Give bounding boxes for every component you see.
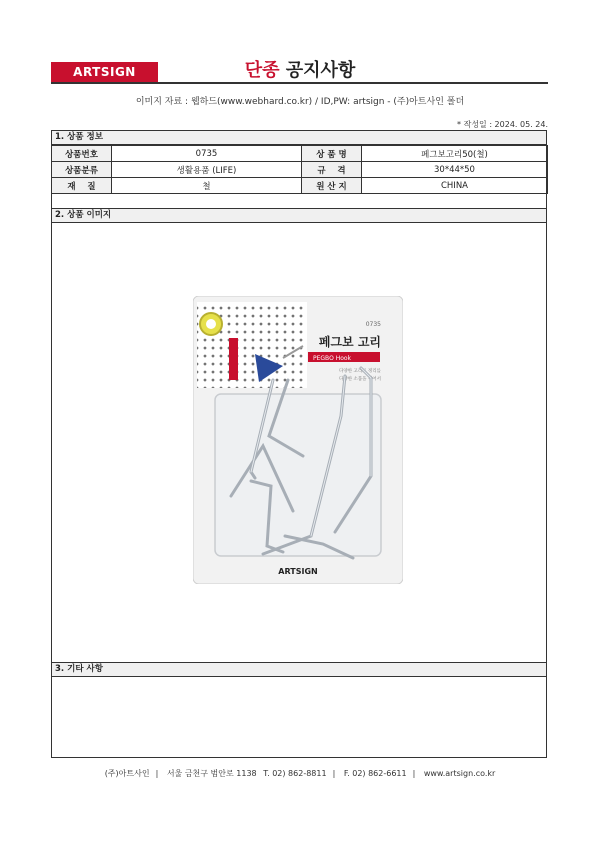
artsign-logo: ARTSIGN [51, 62, 158, 82]
header-rule [51, 82, 548, 84]
product-image [193, 296, 403, 584]
package-title: 페그보 고리 [318, 335, 381, 349]
etc-notes-area [51, 677, 547, 758]
package-subtitle: PEGBO Hook [313, 355, 352, 362]
table-row [52, 146, 548, 162]
footer: (주)아트사인 | 서울 금천구 범안로 1138 T. 02) 862-8811 | F. 02) 862-6611 | www.artsign.co.kr [104, 769, 496, 778]
package-desc-1: 다양한 고리로 정리를 [339, 369, 381, 374]
label-product-name: 상 품 명 [302, 146, 362, 162]
label-product-number: 상품번호 [52, 146, 112, 162]
package-code: 0735 [365, 321, 381, 328]
page-title [0, 56, 600, 82]
package-brand: ARTSIGN [278, 567, 318, 576]
image-source-note: 이미지 자료 : 웹하드(www.webhard.co.kr) / ID,PW: artsign - (주)아트사인 폴더 [135, 97, 465, 107]
value-origin: CHINA [362, 178, 548, 194]
footer-fax: F. 02) 862-6611 [343, 769, 407, 778]
value-spec: 30*44*50 [362, 162, 548, 178]
package-desc-2: 다양한 소품을 걸어서 [339, 377, 381, 382]
section-etc-heading: 3. 기타 사항 [51, 662, 547, 677]
value-material: 철 [112, 178, 302, 194]
label-origin: 원 산 지 [302, 178, 362, 194]
value-product-number: 0735 [112, 146, 302, 162]
title-rest: 공지사항 [285, 60, 356, 81]
table-row [52, 178, 548, 194]
section-product-info-heading: 1. 상품 정보 [51, 130, 547, 145]
section-product-image-heading: 2. 상품 이미지 [51, 208, 547, 223]
value-product-name: 페그보고리50(철) [362, 146, 548, 162]
title-accent: 단종 [244, 60, 280, 81]
footer-tel: T. 02) 862-8811 [263, 769, 327, 778]
table-row [52, 162, 548, 178]
label-category: 상품분류 [52, 162, 112, 178]
label-spec: 규 격 [302, 162, 362, 178]
written-date: * 작성일 : 2024. 05. 24. [457, 120, 548, 129]
footer-website: www.artsign.co.kr [423, 769, 496, 778]
footer-address: 서울 금천구 범안로 1138 [166, 769, 257, 778]
value-category: 생활용품 (LIFE) [112, 162, 302, 178]
label-material: 재 질 [52, 178, 112, 194]
footer-company: (주)아트사인 [104, 769, 150, 778]
product-info-table [51, 145, 548, 194]
